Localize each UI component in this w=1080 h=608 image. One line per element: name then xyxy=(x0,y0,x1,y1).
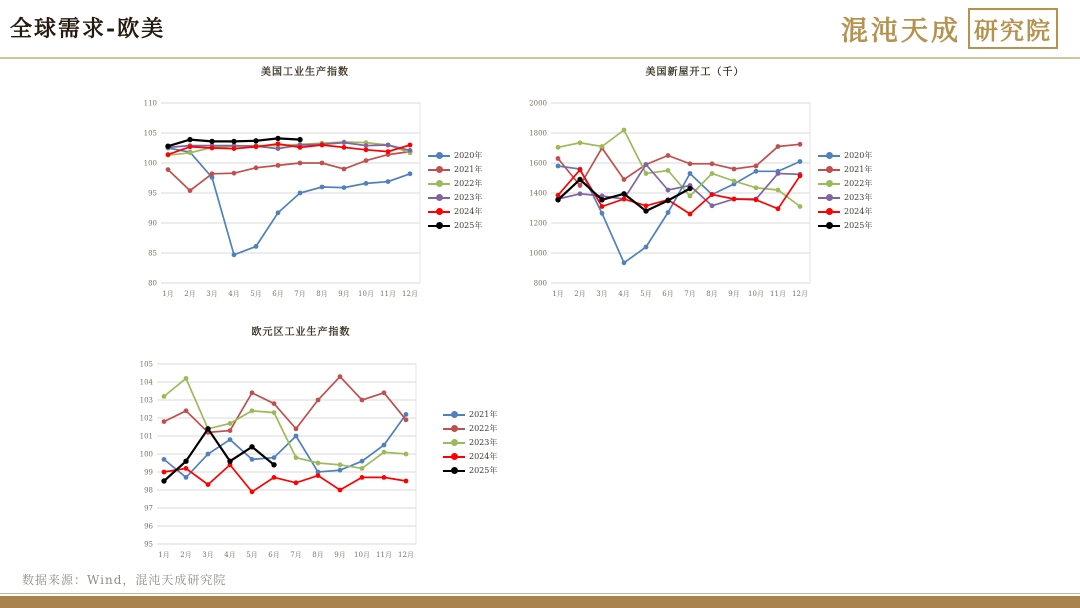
data-point xyxy=(166,167,171,172)
data-point xyxy=(360,459,365,464)
y-tick-label: 800 xyxy=(533,279,547,288)
legend-item-2020年 xyxy=(818,149,872,162)
y-tick-label: 85 xyxy=(148,249,157,258)
data-point xyxy=(320,143,325,148)
data-point xyxy=(404,452,409,457)
legend-line-marker-icon xyxy=(428,166,450,173)
legend-item-2023年 xyxy=(818,191,872,204)
series-line-2021年 xyxy=(558,144,800,185)
data-point xyxy=(232,146,237,151)
chart-us-housing-starts xyxy=(518,66,846,303)
data-point xyxy=(644,203,649,208)
legend-line-marker-icon xyxy=(818,208,840,215)
slide-header xyxy=(0,0,1080,57)
brand-suffix: 研究院 xyxy=(968,8,1058,49)
x-tick-label: 3月 xyxy=(202,551,214,559)
data-point xyxy=(710,171,715,176)
data-point xyxy=(228,437,233,442)
legend-line-marker-icon xyxy=(443,453,465,460)
legend-label: 2020年 xyxy=(844,151,873,160)
legend-label: 2025年 xyxy=(844,221,873,230)
data-point xyxy=(776,171,781,176)
x-tick-label: 6月 xyxy=(272,290,284,298)
data-point xyxy=(228,428,233,433)
y-tick-label: 1800 xyxy=(529,129,547,138)
data-point xyxy=(599,197,604,202)
y-tick-label: 90 xyxy=(148,219,157,228)
data-point xyxy=(364,181,369,186)
x-tick-label: 8月 xyxy=(312,551,324,559)
data-point xyxy=(643,208,648,213)
x-tick-label: 1月 xyxy=(552,290,564,298)
data-point xyxy=(250,489,255,494)
data-point xyxy=(250,457,255,462)
data-point xyxy=(298,161,303,166)
data-point xyxy=(408,148,413,153)
data-point xyxy=(386,149,391,154)
y-tick-label: 1200 xyxy=(529,219,547,228)
data-point xyxy=(622,128,627,133)
y-tick-label: 110 xyxy=(143,99,157,108)
data-point xyxy=(710,161,715,166)
data-point xyxy=(188,150,193,155)
legend-item-2025年 xyxy=(443,464,497,477)
x-tick-label: 6月 xyxy=(268,551,280,559)
data-point xyxy=(644,162,649,167)
data-point xyxy=(688,161,693,166)
data-point xyxy=(644,245,649,250)
legend-line-marker-icon xyxy=(818,152,840,159)
data-point xyxy=(364,147,369,152)
legend-label: 2022年 xyxy=(844,179,873,188)
data-point xyxy=(578,167,583,172)
data-point xyxy=(644,171,649,176)
series-line-2022年 xyxy=(168,142,410,155)
series-line-2020年 xyxy=(558,162,800,263)
chart-legend xyxy=(428,149,482,233)
data-point xyxy=(162,419,167,424)
x-tick-label: 7月 xyxy=(290,551,302,559)
data-point xyxy=(688,212,693,217)
legend-line-marker-icon xyxy=(428,180,450,187)
data-point xyxy=(232,252,237,257)
data-point xyxy=(600,144,605,149)
data-point xyxy=(360,475,365,480)
data-point xyxy=(231,139,236,144)
data-point xyxy=(386,143,391,148)
x-tick-label: 2月 xyxy=(184,290,196,298)
data-point xyxy=(386,179,391,184)
chart-plot-area xyxy=(124,352,426,564)
chart-legend xyxy=(818,149,872,233)
data-point xyxy=(206,482,211,487)
y-tick-label: 1000 xyxy=(529,249,547,258)
data-point xyxy=(188,144,193,149)
data-point xyxy=(320,185,325,190)
data-point xyxy=(338,488,343,493)
data-point xyxy=(622,177,627,182)
data-point xyxy=(254,144,259,149)
data-point xyxy=(404,412,409,417)
data-point xyxy=(577,177,582,182)
data-point xyxy=(188,188,193,193)
x-tick-label: 3月 xyxy=(596,290,608,298)
legend-label: 2021年 xyxy=(844,165,873,174)
data-point xyxy=(666,153,671,158)
data-point xyxy=(187,137,192,142)
legend-item-2024年 xyxy=(818,205,872,218)
brand-name: 混沌天成 xyxy=(841,16,961,47)
legend-label: 2022年 xyxy=(469,424,498,433)
data-source-note: 数据来源：Wind，混沌天成研究院 xyxy=(22,573,227,587)
data-point xyxy=(338,462,343,467)
data-point xyxy=(622,260,627,265)
data-point xyxy=(316,473,321,478)
data-point xyxy=(294,434,299,439)
data-point xyxy=(161,478,166,483)
data-point xyxy=(254,165,259,170)
x-tick-label: 11月 xyxy=(770,290,786,298)
x-tick-label: 4月 xyxy=(224,551,236,559)
legend-line-marker-icon xyxy=(443,439,465,446)
data-point xyxy=(275,136,280,141)
x-tick-label: 12月 xyxy=(402,290,418,298)
legend-label: 2023年 xyxy=(454,193,483,202)
data-point xyxy=(754,197,759,202)
legend-line-marker-icon xyxy=(428,194,450,201)
data-point xyxy=(408,171,413,176)
data-point xyxy=(556,164,561,169)
data-point xyxy=(210,146,215,151)
data-point xyxy=(404,417,409,422)
data-point xyxy=(710,203,715,208)
y-tick-label: 100 xyxy=(139,450,153,459)
data-point xyxy=(184,408,189,413)
data-point xyxy=(798,142,803,147)
y-tick-label: 80 xyxy=(148,279,157,288)
x-tick-label: 8月 xyxy=(706,290,718,298)
legend-label: 2022年 xyxy=(454,179,483,188)
data-point xyxy=(228,421,233,426)
x-tick-label: 5月 xyxy=(246,551,258,559)
legend-item-2022年 xyxy=(443,422,497,435)
x-tick-label: 5月 xyxy=(250,290,262,298)
x-tick-label: 1月 xyxy=(162,290,174,298)
data-point xyxy=(276,146,281,151)
data-point xyxy=(338,374,343,379)
series-line-2022年 xyxy=(164,377,406,433)
legend-label: 2025年 xyxy=(469,466,498,475)
data-point xyxy=(232,171,237,176)
y-tick-label: 99 xyxy=(144,468,153,477)
legend-label: 2020年 xyxy=(454,151,483,160)
data-point xyxy=(272,401,277,406)
legend-label: 2025年 xyxy=(454,221,483,230)
data-point xyxy=(600,211,605,216)
legend-line-marker-icon xyxy=(443,467,465,474)
data-point xyxy=(276,141,281,146)
data-point xyxy=(408,143,413,148)
data-point xyxy=(404,479,409,484)
data-point xyxy=(342,167,347,172)
y-tick-label: 97 xyxy=(144,504,153,513)
y-tick-label: 96 xyxy=(144,522,153,531)
data-point xyxy=(665,198,670,203)
data-point xyxy=(776,144,781,149)
x-tick-label: 7月 xyxy=(294,290,306,298)
page-title: 全球需求-欧美 xyxy=(10,16,166,42)
chart-legend xyxy=(443,408,497,478)
data-point xyxy=(578,183,583,188)
series-line-2021年 xyxy=(168,152,410,191)
legend-line-marker-icon xyxy=(428,152,450,159)
data-point xyxy=(776,188,781,193)
data-point xyxy=(732,197,737,202)
data-point xyxy=(342,185,347,190)
data-point xyxy=(382,450,387,455)
x-tick-label: 7月 xyxy=(684,290,696,298)
x-tick-label: 2月 xyxy=(574,290,586,298)
legend-line-marker-icon xyxy=(818,194,840,201)
legend-item-2023年 xyxy=(428,191,482,204)
data-point xyxy=(253,138,258,143)
data-point xyxy=(342,145,347,150)
data-point xyxy=(184,475,189,480)
x-tick-label: 2月 xyxy=(180,551,192,559)
data-point xyxy=(342,140,347,145)
data-point xyxy=(666,168,671,173)
data-point xyxy=(556,156,561,161)
y-tick-label: 105 xyxy=(139,360,153,369)
legend-item-2022年 xyxy=(428,177,482,190)
data-point xyxy=(360,466,365,471)
data-point xyxy=(250,390,255,395)
data-point xyxy=(732,167,737,172)
legend-item-2023年 xyxy=(443,436,497,449)
data-point xyxy=(320,161,325,166)
y-tick-label: 101 xyxy=(139,432,153,441)
data-point xyxy=(298,191,303,196)
legend-label: 2023年 xyxy=(844,193,873,202)
data-point xyxy=(776,206,781,211)
footer-bar xyxy=(0,596,1080,608)
data-point xyxy=(184,466,189,471)
data-point xyxy=(754,169,759,174)
x-tick-label: 10月 xyxy=(358,290,374,298)
data-point xyxy=(687,186,692,191)
footer-divider xyxy=(0,593,1080,594)
legend-item-2021年 xyxy=(443,408,497,421)
data-point xyxy=(364,158,369,163)
legend-label: 2021年 xyxy=(469,410,498,419)
legend-label: 2024年 xyxy=(454,207,483,216)
data-point xyxy=(298,145,303,150)
chart-title: 美国新屋开工（千） xyxy=(645,67,745,78)
data-point xyxy=(364,143,369,148)
x-tick-label: 10月 xyxy=(354,551,370,559)
legend-item-2020年 xyxy=(428,149,482,162)
chart-eurozone-industrial-production-index xyxy=(124,326,452,564)
x-tick-label: 11月 xyxy=(380,290,396,298)
x-tick-label: 12月 xyxy=(792,290,808,298)
data-point xyxy=(666,210,671,215)
y-tick-label: 98 xyxy=(144,486,153,495)
data-point xyxy=(210,171,215,176)
data-point xyxy=(294,426,299,431)
data-point xyxy=(209,139,214,144)
data-point xyxy=(206,452,211,457)
y-tick-label: 103 xyxy=(139,396,153,405)
legend-line-marker-icon xyxy=(443,411,465,418)
x-tick-label: 9月 xyxy=(728,290,740,298)
data-point xyxy=(294,455,299,460)
chart-us-industrial-production-index xyxy=(128,66,456,303)
y-tick-label: 100 xyxy=(143,159,157,168)
legend-label: 2023年 xyxy=(469,438,498,447)
data-point xyxy=(710,192,715,197)
data-point xyxy=(754,164,759,169)
legend-label: 2024年 xyxy=(844,207,873,216)
data-point xyxy=(578,191,583,196)
x-tick-label: 10月 xyxy=(748,290,764,298)
x-tick-label: 1月 xyxy=(158,551,170,559)
x-tick-label: 9月 xyxy=(334,551,346,559)
chart-plot-area xyxy=(518,91,820,303)
chart-title: 欧元区工业生产指数 xyxy=(251,327,351,338)
data-point xyxy=(297,137,302,142)
data-point xyxy=(316,398,321,403)
data-point xyxy=(271,462,276,467)
legend-line-marker-icon xyxy=(818,222,840,229)
legend-item-2025年 xyxy=(428,219,482,232)
data-point xyxy=(754,185,759,190)
data-point xyxy=(227,459,232,464)
data-point xyxy=(162,470,167,475)
data-point xyxy=(272,455,277,460)
data-point xyxy=(276,210,281,215)
data-point xyxy=(249,444,254,449)
data-point xyxy=(578,140,583,145)
legend-item-2025年 xyxy=(818,219,872,232)
data-point xyxy=(666,188,671,193)
x-tick-label: 8月 xyxy=(316,290,328,298)
x-tick-label: 4月 xyxy=(228,290,240,298)
data-point xyxy=(622,197,627,202)
data-point xyxy=(162,457,167,462)
header-divider xyxy=(0,57,1080,59)
data-point xyxy=(338,468,343,473)
data-point xyxy=(556,145,561,150)
legend-line-marker-icon xyxy=(818,180,840,187)
x-tick-label: 5月 xyxy=(640,290,652,298)
brand-logo xyxy=(841,8,1058,49)
chart-plot-area xyxy=(128,91,430,303)
data-point xyxy=(254,244,259,249)
data-point xyxy=(600,204,605,209)
data-point xyxy=(360,398,365,403)
y-tick-label: 1600 xyxy=(529,159,547,168)
x-tick-label: 4月 xyxy=(618,290,630,298)
x-tick-label: 3月 xyxy=(206,290,218,298)
legend-line-marker-icon xyxy=(428,222,450,229)
data-point xyxy=(294,480,299,485)
y-tick-label: 102 xyxy=(139,414,153,423)
data-point xyxy=(250,408,255,413)
y-tick-label: 2000 xyxy=(529,99,547,108)
x-tick-label: 12月 xyxy=(398,551,414,559)
legend-label: 2024年 xyxy=(469,452,498,461)
x-tick-label: 6月 xyxy=(662,290,674,298)
data-point xyxy=(184,376,189,381)
data-point xyxy=(276,163,281,168)
data-point xyxy=(732,179,737,184)
legend-item-2024年 xyxy=(443,450,497,463)
data-point xyxy=(555,197,560,202)
y-tick-label: 95 xyxy=(144,540,153,549)
legend-line-marker-icon xyxy=(428,208,450,215)
legend-item-2022年 xyxy=(818,177,872,190)
legend-line-marker-icon xyxy=(818,166,840,173)
data-point xyxy=(205,426,210,431)
legend-item-2021年 xyxy=(818,163,872,176)
x-tick-label: 9月 xyxy=(338,290,350,298)
data-point xyxy=(165,144,170,149)
data-point xyxy=(621,191,626,196)
data-point xyxy=(382,390,387,395)
data-point xyxy=(166,152,171,157)
data-point xyxy=(162,394,167,399)
data-point xyxy=(382,443,387,448)
legend-item-2024年 xyxy=(428,205,482,218)
data-point xyxy=(798,159,803,164)
legend-line-marker-icon xyxy=(443,425,465,432)
legend-item-2021年 xyxy=(428,163,482,176)
chart-title: 美国工业生产指数 xyxy=(261,67,349,78)
legend-label: 2021年 xyxy=(454,165,483,174)
data-point xyxy=(272,410,277,415)
x-tick-label: 11月 xyxy=(376,551,392,559)
data-point xyxy=(688,194,693,199)
data-point xyxy=(183,459,188,464)
data-point xyxy=(688,171,693,176)
data-point xyxy=(382,475,387,480)
data-point xyxy=(272,475,277,480)
y-tick-label: 104 xyxy=(139,378,153,387)
y-tick-label: 105 xyxy=(143,129,157,138)
series-line-2024年 xyxy=(164,465,406,492)
data-point xyxy=(798,204,803,209)
y-tick-label: 95 xyxy=(148,189,157,198)
y-tick-label: 1400 xyxy=(529,189,547,198)
data-point xyxy=(798,173,803,178)
data-point xyxy=(316,461,321,466)
